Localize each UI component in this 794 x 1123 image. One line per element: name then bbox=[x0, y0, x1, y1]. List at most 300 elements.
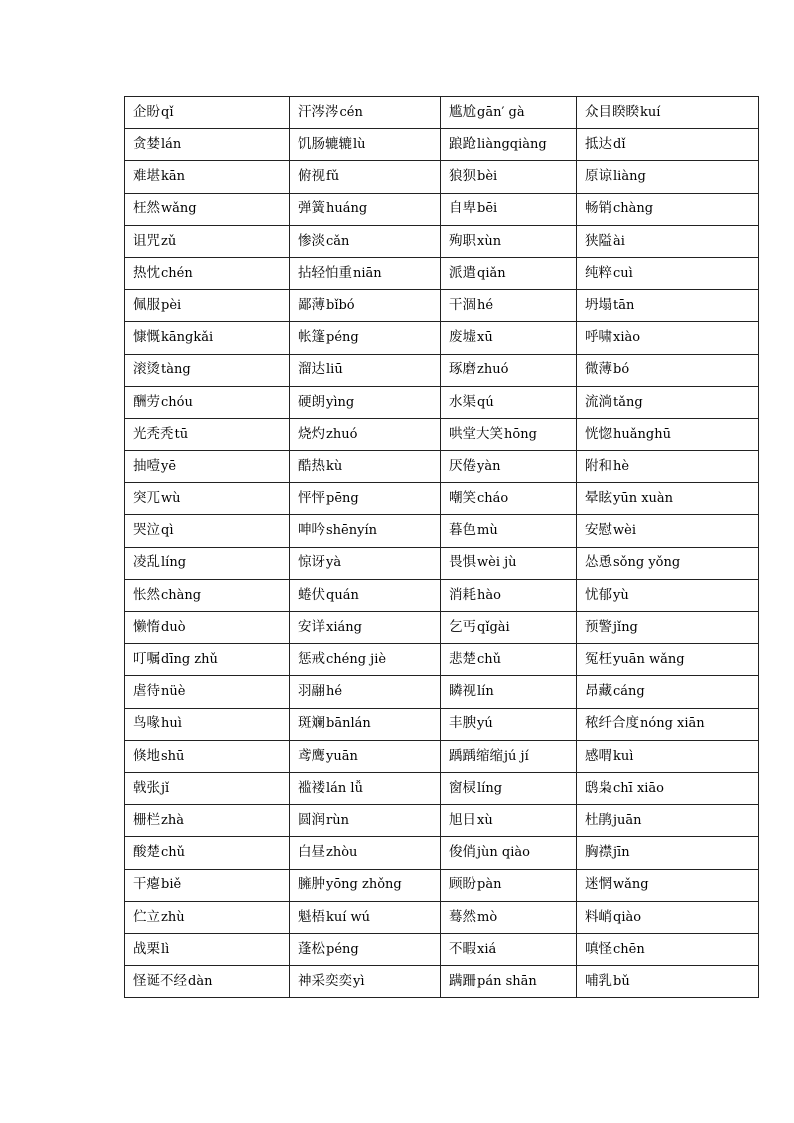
vocab-pinyin: bǐbó bbox=[326, 297, 355, 313]
vocab-pinyin: xiá bbox=[477, 941, 497, 957]
table-row bbox=[125, 772, 759, 804]
vocab-pinyin: qì bbox=[161, 523, 174, 539]
vocab-cell bbox=[577, 515, 759, 547]
vocab-cell bbox=[125, 354, 290, 386]
vocab-pinyin: tān bbox=[613, 297, 635, 313]
vocab-word: 酸楚 bbox=[133, 844, 160, 861]
vocab-cell bbox=[441, 451, 577, 483]
vocab-cell bbox=[290, 451, 441, 483]
vocab-cell bbox=[577, 676, 759, 708]
vocab-cell bbox=[441, 515, 577, 547]
vocab-word: 水渠 bbox=[449, 393, 476, 410]
table-row bbox=[125, 97, 759, 129]
vocab-pinyin: cǎn bbox=[326, 233, 350, 249]
vocab-word: 羽翮 bbox=[298, 683, 325, 700]
vocab-word: 杜鹃 bbox=[585, 811, 612, 828]
vocab-cell bbox=[290, 676, 441, 708]
vocab-pinyin: chàng bbox=[613, 201, 654, 217]
vocab-cell bbox=[290, 515, 441, 547]
vocab-pinyin: cén bbox=[339, 104, 363, 120]
vocab-pinyin: qú bbox=[477, 394, 494, 410]
vocab-word: 叮嘱 bbox=[133, 651, 160, 668]
vocab-pinyin: qǐ bbox=[161, 104, 174, 120]
vocab-word: 蜷伏 bbox=[298, 586, 325, 603]
vocab-cell bbox=[577, 612, 759, 644]
vocab-cell bbox=[577, 418, 759, 450]
vocab-cell bbox=[290, 869, 441, 901]
table-row bbox=[125, 290, 759, 322]
vocab-word: 干涸 bbox=[449, 296, 476, 313]
vocab-pinyin: yōng zhǒng bbox=[326, 877, 402, 893]
vocab-pinyin: xū bbox=[477, 330, 493, 346]
vocab-word: 虐待 bbox=[133, 683, 160, 700]
vocab-cell bbox=[441, 676, 577, 708]
vocab-cell bbox=[290, 418, 441, 450]
vocab-word: 冤枉 bbox=[585, 651, 612, 668]
vocab-cell bbox=[441, 772, 577, 804]
vocab-pinyin: qǐgài bbox=[477, 619, 510, 635]
vocab-word: 抽噎 bbox=[133, 457, 160, 474]
vocab-pinyin: kuí bbox=[640, 104, 661, 120]
vocab-pinyin: pēng bbox=[326, 491, 359, 507]
vocab-word: 惊讶 bbox=[298, 554, 325, 571]
vocab-pinyin: hào bbox=[477, 587, 501, 603]
table-row bbox=[125, 901, 759, 933]
table-row bbox=[125, 933, 759, 965]
table-row bbox=[125, 612, 759, 644]
vocab-cell bbox=[577, 257, 759, 289]
vocab-pinyin: bèi bbox=[477, 169, 498, 185]
vocab-cell bbox=[125, 290, 290, 322]
vocab-pinyin: yù bbox=[613, 587, 629, 603]
vocab-cell bbox=[290, 290, 441, 322]
vocab-pinyin: tàng bbox=[161, 362, 191, 378]
vocab-word: 畏惧 bbox=[449, 554, 476, 571]
vocab-cell bbox=[290, 193, 441, 225]
vocab-cell bbox=[441, 612, 577, 644]
vocab-word: 汗涔涔 bbox=[298, 103, 339, 120]
vocab-word: 安慰 bbox=[585, 522, 612, 539]
vocab-cell bbox=[290, 354, 441, 386]
vocab-word: 戟张 bbox=[133, 779, 160, 796]
vocab-pinyin: dàn bbox=[188, 973, 213, 989]
vocab-word: 嘲笑 bbox=[449, 490, 476, 507]
vocab-cell bbox=[125, 966, 290, 998]
vocab-cell bbox=[577, 161, 759, 193]
vocab-word: 暮色 bbox=[449, 522, 476, 539]
vocab-pinyin: péng bbox=[326, 330, 359, 346]
vocab-word: 干瘪 bbox=[133, 876, 160, 893]
vocab-word: 顾盼 bbox=[449, 876, 476, 893]
vocab-cell bbox=[125, 515, 290, 547]
table-row bbox=[125, 547, 759, 579]
vocab-pinyin: yē bbox=[161, 458, 177, 474]
vocab-pinyin: liàngqiàng bbox=[477, 137, 547, 153]
vocab-pinyin: chī xiāo bbox=[613, 780, 665, 796]
vocab-cell bbox=[441, 579, 577, 611]
vocab-word: 恍惚 bbox=[585, 425, 612, 442]
vocab-cell bbox=[441, 193, 577, 225]
vocab-word: 踉跄 bbox=[449, 136, 476, 153]
vocab-pinyin: cháo bbox=[477, 491, 509, 507]
vocab-pinyin: lán lǚ bbox=[326, 780, 363, 796]
vocab-cell bbox=[577, 483, 759, 515]
vocab-pinyin: chàng bbox=[161, 587, 202, 603]
vocab-word: 狼狈 bbox=[449, 168, 476, 185]
vocab-word: 呼啸 bbox=[585, 329, 612, 346]
vocab-word: 弹簧 bbox=[298, 200, 325, 217]
vocab-word: 俯视 bbox=[298, 168, 325, 185]
vocab-pinyin: kuí wú bbox=[326, 909, 371, 925]
vocabulary-table bbox=[124, 96, 759, 998]
vocab-word: 鸱枭 bbox=[585, 779, 612, 796]
vocab-pinyin: chǔ bbox=[161, 845, 186, 861]
table-row bbox=[125, 225, 759, 257]
table-row bbox=[125, 354, 759, 386]
vocab-pinyin: kù bbox=[326, 458, 343, 474]
vocab-cell bbox=[125, 97, 290, 129]
vocab-word: 琢磨 bbox=[449, 361, 476, 378]
vocab-cell bbox=[125, 676, 290, 708]
vocab-cell bbox=[125, 869, 290, 901]
vocab-word: 斑斓 bbox=[298, 715, 325, 732]
vocab-word: 佩服 bbox=[133, 296, 160, 313]
vocab-word: 嗔怪 bbox=[585, 940, 612, 957]
vocab-pinyin: jùn qiào bbox=[477, 845, 530, 861]
vocab-pinyin: tū bbox=[174, 426, 189, 442]
vocab-cell bbox=[441, 290, 577, 322]
vocab-pinyin: dǐ bbox=[613, 137, 626, 153]
vocab-pinyin: zhòu bbox=[326, 845, 358, 861]
vocab-word: 褴褛 bbox=[298, 779, 325, 796]
vocab-pinyin: biě bbox=[161, 877, 182, 893]
vocab-word: 怪诞不经 bbox=[133, 972, 187, 989]
vocab-cell bbox=[441, 805, 577, 837]
vocab-pinyin: jǐng bbox=[613, 619, 638, 635]
vocab-pinyin: tǎng bbox=[613, 394, 643, 410]
vocab-cell bbox=[441, 483, 577, 515]
table-row bbox=[125, 515, 759, 547]
vocab-word: 怅然 bbox=[133, 586, 160, 603]
vocab-word: 鄙薄 bbox=[298, 296, 325, 313]
vocab-cell bbox=[441, 418, 577, 450]
vocab-pinyin: pèi bbox=[161, 297, 182, 313]
vocab-cell bbox=[290, 483, 441, 515]
vocab-pinyin: pàn bbox=[477, 877, 502, 893]
vocab-pinyin: lán bbox=[161, 137, 182, 153]
vocab-pinyin: pán shān bbox=[477, 973, 537, 989]
vocab-cell bbox=[125, 161, 290, 193]
vocab-cell bbox=[125, 129, 290, 161]
vocab-pinyin: duò bbox=[161, 619, 186, 635]
vocab-word: 倏地 bbox=[133, 747, 160, 764]
vocab-cell bbox=[125, 451, 290, 483]
vocab-pinyin: hōng bbox=[504, 426, 537, 442]
vocab-pinyin: bó bbox=[613, 362, 630, 378]
vocab-word: 原谅 bbox=[585, 168, 612, 185]
vocab-word: 旭日 bbox=[449, 811, 476, 828]
vocab-word: 自卑 bbox=[449, 200, 476, 217]
vocab-pinyin: sǒng yǒng bbox=[613, 555, 681, 571]
vocab-pinyin: cáng bbox=[613, 684, 645, 700]
vocab-word: 厌倦 bbox=[449, 457, 476, 474]
vocab-pinyin: xiào bbox=[613, 330, 641, 346]
vocabulary-table-body bbox=[125, 97, 759, 998]
vocab-cell bbox=[125, 483, 290, 515]
vocab-pinyin: chǔ bbox=[477, 652, 502, 668]
vocab-cell bbox=[577, 386, 759, 418]
vocab-cell bbox=[290, 225, 441, 257]
vocab-word: 难堪 bbox=[133, 168, 160, 185]
vocab-word: 狭隘 bbox=[585, 232, 612, 249]
vocab-cell bbox=[577, 644, 759, 676]
vocab-word: 酷热 bbox=[298, 457, 325, 474]
vocab-pinyin: nüè bbox=[161, 684, 186, 700]
vocab-cell bbox=[125, 322, 290, 354]
table-row bbox=[125, 579, 759, 611]
vocab-word: 鸢鹰 bbox=[298, 747, 325, 764]
vocab-pinyin: lín bbox=[477, 684, 494, 700]
vocab-cell bbox=[577, 193, 759, 225]
vocab-word: 消耗 bbox=[449, 586, 476, 603]
vocab-word: 俊俏 bbox=[449, 844, 476, 861]
vocab-cell bbox=[441, 547, 577, 579]
vocab-word: 秾纤合度 bbox=[585, 715, 639, 732]
vocab-pinyin: líng bbox=[477, 780, 503, 796]
vocab-word: 伫立 bbox=[133, 908, 160, 925]
vocab-word: 枉然 bbox=[133, 200, 160, 217]
vocab-word: 懒惰 bbox=[133, 618, 160, 635]
vocab-cell bbox=[125, 644, 290, 676]
table-row bbox=[125, 644, 759, 676]
vocab-pinyin: mò bbox=[477, 909, 498, 925]
vocab-pinyin: bǔ bbox=[613, 973, 630, 989]
vocab-word: 臃肿 bbox=[298, 876, 325, 893]
vocab-pinyin: zǔ bbox=[161, 233, 177, 249]
vocab-cell bbox=[577, 322, 759, 354]
vocab-pinyin: péng bbox=[326, 941, 359, 957]
vocab-cell bbox=[125, 837, 290, 869]
vocab-word: 企盼 bbox=[133, 103, 160, 120]
vocab-cell bbox=[290, 805, 441, 837]
vocab-word: 哄堂大笑 bbox=[449, 425, 503, 442]
vocab-cell bbox=[290, 129, 441, 161]
vocab-cell bbox=[441, 966, 577, 998]
vocab-word: 畅销 bbox=[585, 200, 612, 217]
table-row bbox=[125, 322, 759, 354]
vocab-pinyin: hè bbox=[613, 458, 630, 474]
vocab-cell bbox=[290, 933, 441, 965]
vocab-cell bbox=[125, 805, 290, 837]
vocab-word: 白昼 bbox=[298, 844, 325, 861]
vocab-word: 光秃秃 bbox=[133, 425, 174, 442]
vocab-pinyin: shū bbox=[161, 748, 185, 764]
table-row bbox=[125, 451, 759, 483]
vocab-cell bbox=[125, 579, 290, 611]
table-row bbox=[125, 193, 759, 225]
vocab-word: 迷惘 bbox=[585, 876, 612, 893]
vocab-cell bbox=[441, 386, 577, 418]
vocab-pinyin: fǔ bbox=[326, 169, 340, 185]
vocab-pinyin: jú jí bbox=[504, 748, 529, 764]
vocab-pinyin: quán bbox=[326, 587, 359, 603]
vocab-pinyin: nóng xiān bbox=[640, 716, 705, 732]
vocab-word: 抵达 bbox=[585, 136, 612, 153]
vocab-word: 酬劳 bbox=[133, 393, 160, 410]
vocab-cell bbox=[290, 386, 441, 418]
table-row bbox=[125, 161, 759, 193]
vocab-cell bbox=[441, 708, 577, 740]
vocab-cell bbox=[577, 579, 759, 611]
vocab-cell bbox=[577, 129, 759, 161]
vocab-word: 纯粹 bbox=[585, 264, 612, 281]
table-row bbox=[125, 129, 759, 161]
vocab-pinyin: hé bbox=[326, 684, 343, 700]
vocab-word: 惩戒 bbox=[298, 651, 325, 668]
vocab-cell bbox=[290, 257, 441, 289]
vocab-pinyin: lù bbox=[353, 137, 366, 153]
vocab-pinyin: wèi bbox=[613, 523, 636, 539]
vocab-cell bbox=[290, 966, 441, 998]
vocab-pinyin: yìng bbox=[326, 394, 355, 410]
vocab-word: 拈轻怕重 bbox=[298, 264, 352, 281]
vocab-word: 魁梧 bbox=[298, 908, 325, 925]
vocab-cell bbox=[441, 257, 577, 289]
vocab-word: 帐篷 bbox=[298, 329, 325, 346]
vocab-pinyin: huǎnghū bbox=[613, 426, 671, 442]
vocab-word: 慷慨 bbox=[133, 329, 160, 346]
vocab-word: 众目睽睽 bbox=[585, 103, 639, 120]
vocab-word: 圆润 bbox=[298, 811, 325, 828]
vocab-cell bbox=[290, 740, 441, 772]
vocab-pinyin: huì bbox=[161, 716, 182, 732]
vocab-word: 胸襟 bbox=[585, 844, 612, 861]
vocab-cell bbox=[125, 547, 290, 579]
vocab-cell bbox=[441, 837, 577, 869]
vocab-word: 乞丐 bbox=[449, 618, 476, 635]
vocab-cell bbox=[441, 901, 577, 933]
vocab-word: 料峭 bbox=[585, 908, 612, 925]
vocab-cell bbox=[290, 579, 441, 611]
vocab-cell bbox=[577, 290, 759, 322]
vocab-pinyin: rùn bbox=[326, 812, 349, 828]
vocab-pinyin: yūn xuàn bbox=[613, 491, 674, 507]
vocab-pinyin: shēnyín bbox=[326, 523, 377, 539]
vocab-word: 鸟喙 bbox=[133, 715, 160, 732]
vocab-cell bbox=[577, 901, 759, 933]
vocab-word: 踽踽缩缩 bbox=[449, 747, 503, 764]
table-row bbox=[125, 257, 759, 289]
vocab-cell bbox=[290, 901, 441, 933]
vocab-cell bbox=[577, 547, 759, 579]
vocab-word: 哺乳 bbox=[585, 972, 612, 989]
vocab-cell bbox=[125, 740, 290, 772]
vocab-word: 丰腴 bbox=[449, 715, 476, 732]
vocab-pinyin: yì bbox=[353, 973, 365, 989]
vocab-pinyin: wèi jù bbox=[477, 555, 517, 571]
vocab-word: 怂恿 bbox=[585, 554, 612, 571]
table-row bbox=[125, 418, 759, 450]
vocab-word: 蓬松 bbox=[298, 940, 325, 957]
vocab-pinyin: zhù bbox=[161, 909, 185, 925]
vocab-word: 战栗 bbox=[133, 940, 160, 957]
table-row bbox=[125, 483, 759, 515]
vocab-pinyin: xùn bbox=[477, 233, 502, 249]
vocab-cell bbox=[125, 386, 290, 418]
vocab-word: 诅咒 bbox=[133, 232, 160, 249]
vocab-pinyin: kān bbox=[161, 169, 186, 185]
vocab-pinyin: qiǎn bbox=[477, 265, 506, 281]
vocab-pinyin: wǎng bbox=[161, 201, 197, 217]
vocab-pinyin: bēi bbox=[477, 201, 498, 217]
vocab-cell bbox=[577, 933, 759, 965]
vocab-word: 昂藏 bbox=[585, 683, 612, 700]
vocab-pinyin: liū bbox=[326, 362, 343, 378]
vocab-word: 突兀 bbox=[133, 490, 160, 507]
vocab-cell bbox=[290, 161, 441, 193]
vocab-word: 滚烫 bbox=[133, 361, 160, 378]
vocab-cell bbox=[441, 354, 577, 386]
vocab-word: 不暇 bbox=[449, 940, 476, 957]
vocab-cell bbox=[125, 772, 290, 804]
vocab-pinyin: zhuó bbox=[326, 426, 358, 442]
vocab-cell bbox=[441, 740, 577, 772]
table-row bbox=[125, 805, 759, 837]
vocab-cell bbox=[577, 772, 759, 804]
vocab-cell bbox=[441, 97, 577, 129]
vocab-pinyin: líng bbox=[161, 555, 187, 571]
vocab-word: 蓦然 bbox=[449, 908, 476, 925]
vocab-pinyin: wǎng bbox=[613, 877, 649, 893]
vocab-cell bbox=[441, 644, 577, 676]
vocab-cell bbox=[290, 644, 441, 676]
vocab-cell bbox=[577, 97, 759, 129]
vocab-pinyin: kāngkǎi bbox=[161, 330, 214, 346]
vocab-word: 附和 bbox=[585, 457, 612, 474]
vocab-cell bbox=[290, 97, 441, 129]
vocab-cell bbox=[441, 869, 577, 901]
vocab-cell bbox=[125, 933, 290, 965]
table-row bbox=[125, 966, 759, 998]
vocab-word: 热忱 bbox=[133, 264, 160, 281]
vocab-word: 晕眩 bbox=[585, 490, 612, 507]
vocab-word: 神采奕奕 bbox=[298, 972, 352, 989]
vocab-pinyin: dīng zhǔ bbox=[161, 652, 218, 668]
vocab-pinyin: chēn bbox=[613, 941, 645, 957]
vocab-word: 微薄 bbox=[585, 361, 612, 378]
vocab-pinyin: huáng bbox=[326, 201, 368, 217]
vocab-pinyin: zhuó bbox=[477, 362, 509, 378]
vocab-word: 殉职 bbox=[449, 232, 476, 249]
vocab-pinyin: chóu bbox=[161, 394, 193, 410]
vocab-cell bbox=[441, 129, 577, 161]
vocab-word: 预警 bbox=[585, 618, 612, 635]
table-row bbox=[125, 740, 759, 772]
vocab-pinyin: kuì bbox=[613, 748, 634, 764]
vocab-word: 派遣 bbox=[449, 264, 476, 281]
table-row bbox=[125, 869, 759, 901]
vocab-cell bbox=[290, 837, 441, 869]
vocab-cell bbox=[125, 225, 290, 257]
vocab-pinyin: gān′ gà bbox=[477, 104, 525, 120]
vocab-pinyin: zhà bbox=[161, 812, 184, 828]
vocab-pinyin: chén bbox=[161, 265, 193, 281]
vocab-pinyin: xiáng bbox=[326, 619, 362, 635]
vocab-cell bbox=[577, 740, 759, 772]
vocab-word: 怦怦 bbox=[298, 490, 325, 507]
vocab-cell bbox=[441, 225, 577, 257]
vocab-pinyin: yú bbox=[477, 716, 493, 732]
